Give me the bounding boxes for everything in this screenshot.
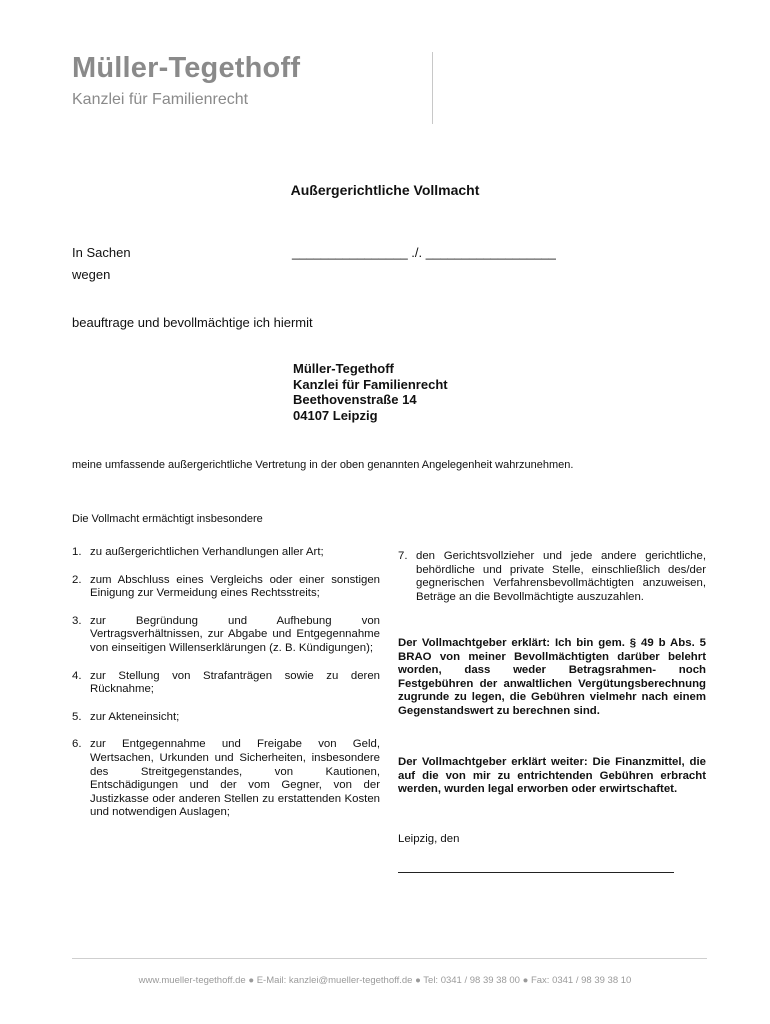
list-item-number: 6.	[72, 738, 82, 751]
list-item-text: zur Entgegennahme und Freigabe von Geld, Wertsachen, Urkunden und Sicherheiten, insbesondere des Streitgegenstandes, von Kautionen, Entschädigungen und der vom Gegner, von der Justizkasse oder anderen Stellen zu erstattenden Kosten und notwendigen Auslagen;	[90, 738, 380, 819]
list-item-number: 4.	[72, 669, 82, 682]
footer-divider	[72, 958, 707, 959]
powers-intro: Die Vollmacht ermächtigt insbesondere	[72, 513, 263, 525]
list-item-number: 3.	[72, 614, 82, 627]
list-item-number: 7.	[398, 550, 408, 562]
authorization-intro: beauftrage und bevollmächtige ich hiermit	[72, 315, 313, 330]
list-item	[72, 574, 380, 601]
header-divider	[432, 52, 433, 124]
funds-declaration: Der Vollmachtgeber erklärt weiter: Die Finanzmittel, die auf die von mir zu entrichtenden Gebühren erbracht werden, wurden legal erworben oder erwirtschaftet.	[398, 756, 706, 796]
list-item-number: 1.	[72, 546, 82, 558]
list-item-text: den Gerichtsvollzieher und jede andere gerichtliche, behördliche und private Stelle, einschließlich des/der gegnerischen Verfahrensbevollmächtigten anzuweisen, Beträge an die Bevollmächtigte auszuzahlen.	[416, 550, 706, 603]
footer-contact: www.mueller-tegethoff.de ● E-Mail: kanzlei@mueller-tegethoff.de ● Tel: 0341 / 98 39 38 00 ● Fax: 0341 / 98 39 38 10	[138, 975, 632, 986]
list-item-text: zur Stellung von Strafanträgen sowie zu deren Rücknahme;	[90, 669, 380, 696]
list-item-number: 2.	[72, 573, 82, 586]
list-item	[72, 670, 380, 697]
firm-address	[293, 361, 448, 423]
list-item	[72, 546, 380, 560]
document-title: Außergerichtliche Vollmacht	[290, 182, 480, 198]
list-item-number: 5.	[72, 710, 82, 723]
firm-subtitle: Kanzlei für Familienrecht	[72, 91, 249, 108]
case-parties-blank: ________________ ./. __________________	[292, 245, 556, 260]
list-item-text: zur Begründung und Aufhebung von Vertragsverhältnissen, zur Abgabe und Entgegennahme von einseitigen Willenserklärungen (z. B. Kündigungen);	[90, 614, 380, 654]
address-line: 04107 Leipzig	[293, 407, 378, 423]
list-item	[398, 550, 706, 604]
address-line: Müller-Tegethoff	[293, 361, 394, 376]
scope-text: meine umfassende außergerichtliche Vertretung in der oben genannten Angelegenheit wahrzunehmen.	[72, 459, 574, 471]
list-item-text: zur Akteneinsicht;	[90, 710, 180, 723]
list-item	[72, 738, 380, 820]
case-label: In Sachen	[72, 245, 131, 260]
powers-list	[72, 546, 380, 834]
list-item-text: zu außergerichtlichen Verhandlungen aller Art;	[90, 546, 324, 558]
case-wegen: wegen	[72, 267, 111, 282]
place-date-label: Leipzig, den	[398, 833, 460, 845]
list-item	[72, 711, 380, 725]
address-line: Beethovenstraße 14	[293, 392, 417, 407]
address-line: Kanzlei für Familienrecht	[293, 376, 448, 392]
firm-name: Müller-Tegethoff	[72, 52, 301, 84]
list-item	[72, 615, 380, 656]
fee-declaration: Der Vollmachtgeber erklärt: Ich bin gem. § 49 b Abs. 5 BRAO von meiner Bevollmächtigten darüber belehrt worden, dass weder Betragsrahmen- noch Festgebühren der anwaltlichen Vergütungsberechnung zugrunde zu legen, die Gebühren vielmehr nach einem Gegenstandswert zu berechnen sind.	[398, 637, 706, 717]
signature-line	[398, 872, 674, 873]
list-item-text: zum Abschluss eines Vergleichs oder einer sonstigen Einigung zur Vermeidung eines Rechtsstreits;	[90, 573, 380, 600]
